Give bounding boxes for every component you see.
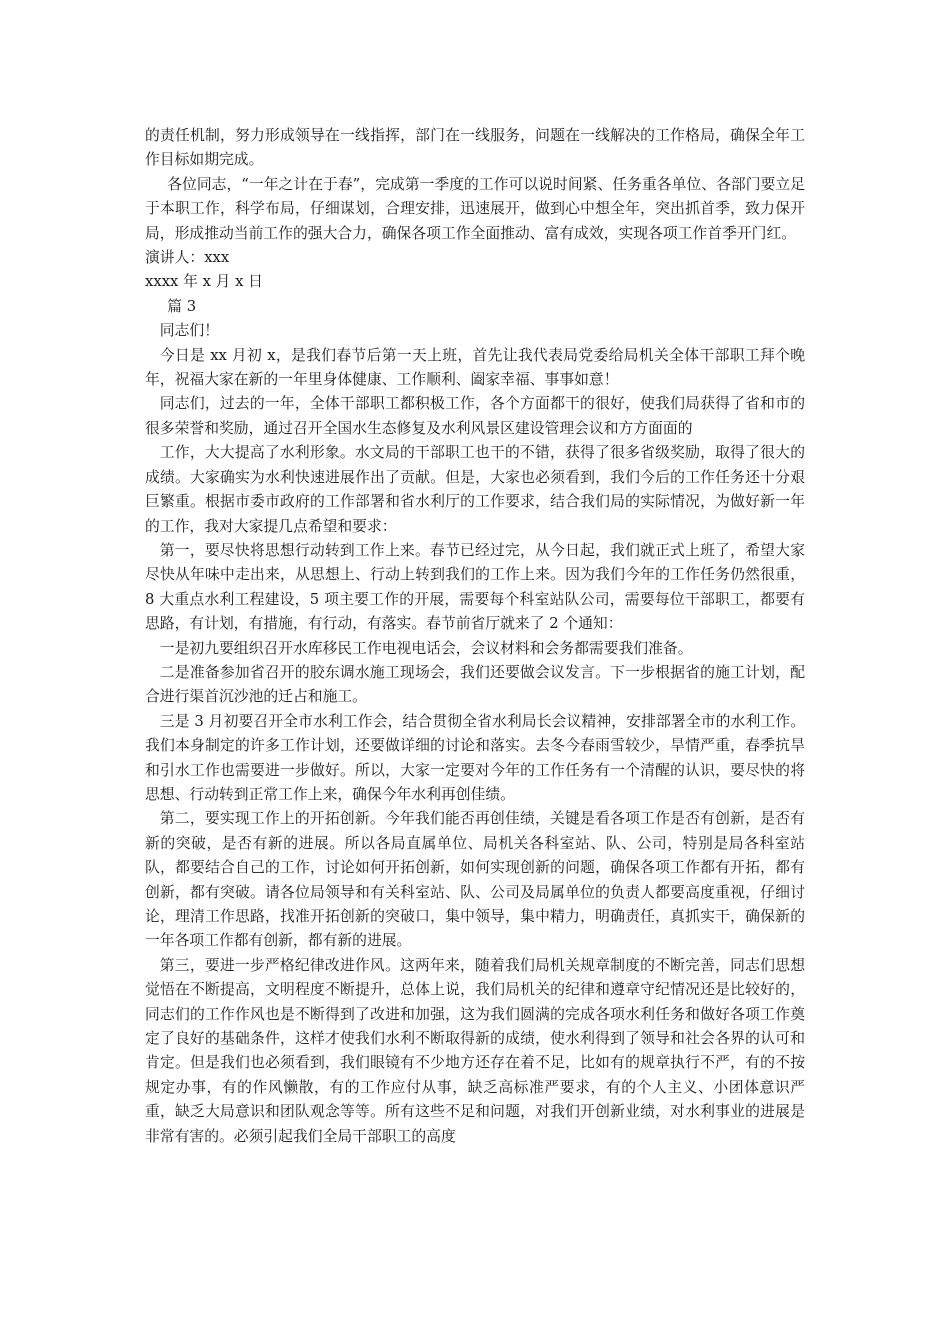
- date-line: xxxx 年 x 月 x 日: [145, 273, 263, 291]
- paragraph-responsibility: 的责任机制，努力形成领导在一线指挥，部门在一线服务，问题在一线解决的工作格局，确保全年工作目标如期完成。: [145, 127, 805, 169]
- speaker-line: 演讲人：xxx: [145, 249, 230, 267]
- paragraph-new-year-greeting: 今日是 xx 月初 x，是我们春节后第一天上班，首先让我代表局党委给局机关全体干部职工拜个晚年，祝福大家在新的一年里身体健康、工作顺利、阖家幸福、事事如意！: [145, 346, 805, 389]
- section-heading: 篇 3: [167, 297, 197, 315]
- paragraph-point-three: 第三，要进一步严格纪律改进作风。这两年来，随着我们局机关规章制度的不断完善，同志们思想觉悟在不断提高，文明程度不断提升，总体上说，我们局机关的纪律和遵章守纪情况还是比较好的，同志们的工作作风也是不断得到了改进和加强，这为我们圆满的完成各项水利任务和做好各项工作奠定了良好的基础条件，这样才使我们水利不断取得新的成绩，使水利得到了领导和社会各界的认可和肯定。但是我们也必须看到，我们眼镜有不少地方还存在着不足，比如有的规章执行不严，有的不按规定办事，有的作风懒散，有的工作应付从事，缺乏高标准严要求，有的个人主义、小团体意识严重，缺乏大局意识和团队观念等等。所有这些不足和问题，对我们开创新业绩，对水利事业的进展是非常有害的。必须引起我们全局干部职工的高度: [145, 956, 805, 1145]
- salutation: 同志们！: [159, 322, 219, 340]
- paragraph-point-two: 第二，要实现工作上的开拓创新。今年我们能否再创佳绩，关键是看各项工作是否有创新，是否有新的突破，是否有新的进展。所以各局直属单位、局机关各科室站、队、公司，特别是局各科室站队，都要结合自己的工作，讨论如何开拓创新，如何实现创新的问题，确保各项工作都有开拓，都有创新，都有突破。请各位局领导和有关科室站、队、公司及局属单位的负责人都要高度重视，仔细讨论，理清工作思路，找准开拓创新的突破口，集中领导，集中精力，明确责任，真抓实干，确保新的一年各项工作都有创新，都有新的进展。: [145, 810, 805, 950]
- paragraph-past-year: 同志们，过去的一年，全体干部职工都积极工作，各个方面都干的很好，使我们局获得了省和市的很多荣誉和奖励，通过召开全国水生态修复及水利风景区建设管理会议和方方面面的: [145, 395, 805, 437]
- paragraph-notice-two: 二是准备参加省召开的胶东调水施工现场会，我们还要做会议发言。下一步根据省的施工计划，配合进行渠首沉沙池的迁占和施工。: [145, 663, 805, 706]
- paragraph-achievements: 工作，大大提高了水利形象。水文局的干部职工也干的不错，获得了很多省级奖励，取得了很大的成绩。大家确实为水利快速进展作出了贡献。但是，大家也必须看到，我们今后的工作任务还十分艰巨繁重。根据市委市政府的工作部署和省水利厅的工作要求，结合我们局的实际情况，为做好新一年的工作，我对大家提几点希望和要求：: [145, 444, 805, 535]
- document-body: [145, 124, 805, 1149]
- paragraph-notice-one: 一是初九要组织召开水库移民工作电视电话会，会议材料和会务都需要我们准备。: [159, 639, 693, 657]
- paragraph-notice-three: 三是 3 月初要召开全市水利工作会，结合贯彻全省水利局长会议精神，安排部署全市的水利工作。我们本身制定的许多工作计划，还要做详细的讨论和落实。去冬今春雨雪较少，旱情严重，春季抗旱和引水工作也需要进一步做好。所以，大家一定要对今年的工作任务有一个清醒的认识，要尽快的将思想、行动转到正常工作上来，确保今年水利再创佳绩。: [145, 712, 805, 803]
- paragraph-point-one: 第一，要尽快将思想行动转到工作上来。春节已经过完，从今日起，我们就正式上班了，希望大家尽快从年味中走出来，从思想上、行动上转到我们的工作上来。因为我们今年的工作任务仍然很重，8 大重点水利工程建设，5 项主要工作的开展，需要每个科室站队公司，需要每位干部职工，都要有思路，有计划，有措施，有行动，有落实。春节前省厅就来了 2 个通知：: [145, 541, 805, 633]
- paragraph-first-quarter: 各位同志，“一年之计在于春”，完成第一季度的工作可以说时间紧、任务重各单位、各部门要立足于本职工作，科学布局，仔细谋划，合理安排，迅速展开，做到心中想全年，突出抓首季，致力保开局，形成推动当前工作的强大合力，确保各项工作全面推动、富有成效，实现各项工作首季开门红。: [145, 175, 805, 242]
